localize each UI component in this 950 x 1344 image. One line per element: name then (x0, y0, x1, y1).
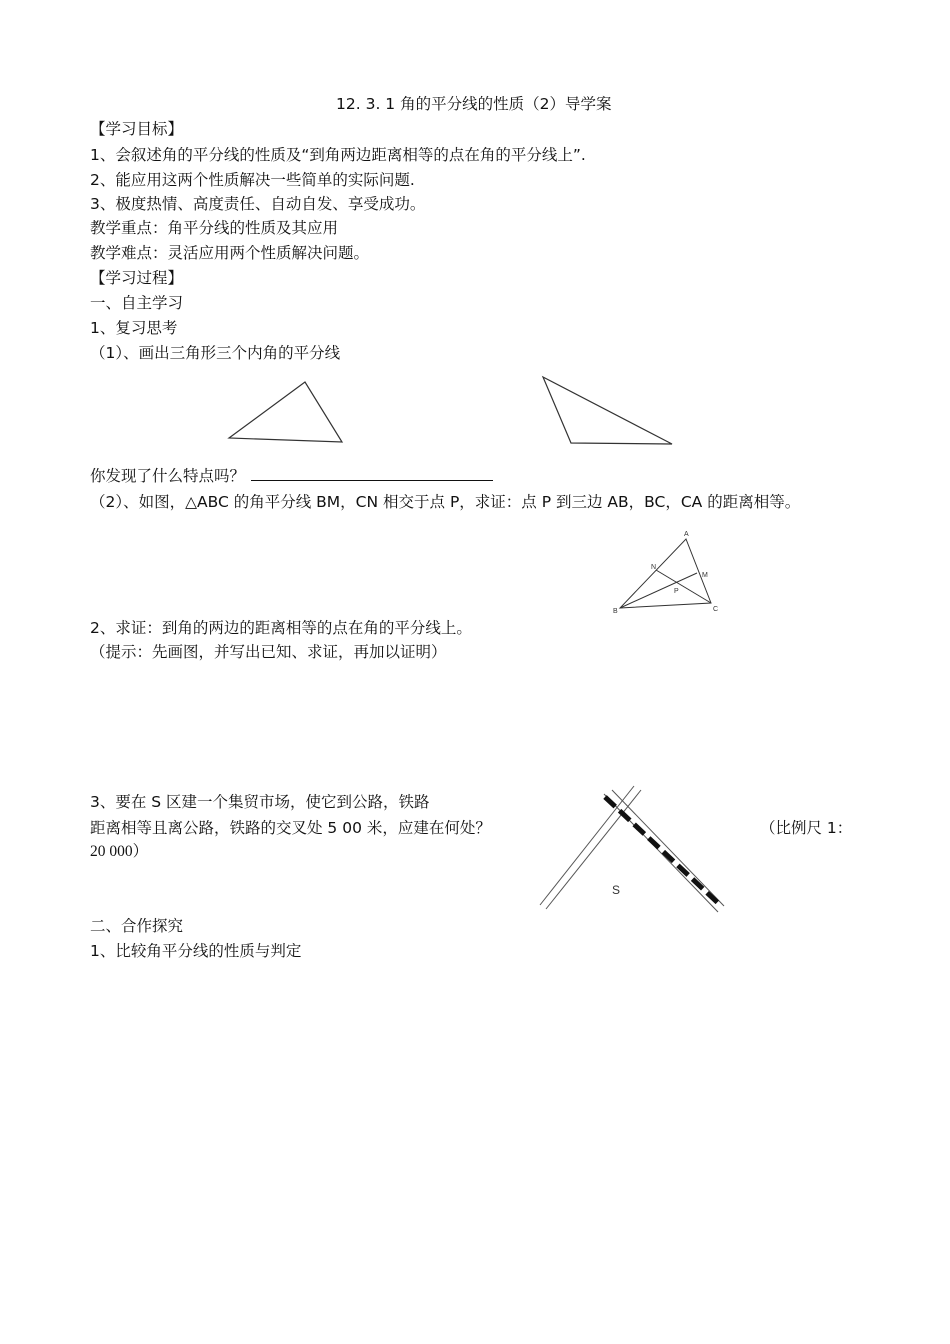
difficulty: 教学难点：灵活应用两个性质解决问题。 (90, 244, 370, 262)
problem-3-scale: （比例尺 1： (760, 819, 853, 837)
problem-3-line-2: 距离相等且离公路，铁路的交叉处 5 00 米，应建在何处？ (90, 819, 491, 837)
problem-3-line-3: 20 000） (90, 843, 149, 860)
task-2: （2）、如图，△ABC 的角平分线 BM，CN 相交于点 P，求证：点 P 到三边 AB，BC，CA 的距离相等。 (90, 493, 801, 511)
label-m: M (702, 572, 708, 579)
problem-3-line-1: 3、要在 S 区建一个集贸市场，使它到公路，铁路 (90, 793, 430, 811)
label-p: P (674, 588, 679, 595)
label-n: N (651, 564, 657, 571)
process-header: 【学习过程】 (90, 269, 184, 287)
review-heading: 1、复习思考 (90, 319, 178, 337)
railway-edge-2 (612, 790, 724, 906)
key-point: 教学重点：角平分线的性质及其应用 (90, 219, 339, 237)
page-title: 12. 3. 1 角的平分线的性质（2）导学案 (336, 95, 612, 113)
goal-2: 2、能应用这两个性质解决一些简单的实际问题. (90, 171, 415, 189)
goal-1: 1、会叙述角的平分线的性质及“到角两边距离相等的点在角的平分线上”. (90, 146, 586, 164)
part-1-heading: 一、自主学习 (90, 294, 184, 312)
label-s: S (612, 883, 621, 897)
prove-2: 2、求证：到角的两边的距离相等的点在角的平分线上。 (90, 619, 472, 637)
part-2-heading: 二、合作探究 (90, 917, 184, 935)
compare-heading: 1、比较角平分线的性质与判定 (90, 942, 302, 960)
railway-track (605, 797, 718, 903)
feature-question-text: 你发现了什么特点吗？ (90, 467, 246, 485)
goals-header: 【学习目标】 (90, 120, 184, 138)
hint: （提示：先画图，并写出已知、求证，再加以证明） (90, 643, 447, 661)
label-c: C (713, 606, 719, 613)
label-a: A (684, 531, 689, 538)
task-1: （1）、画出三角形三个内角的平分线 (90, 344, 341, 362)
goal-3: 3、极度热情、高度责任、自动自发、享受成功。 (90, 195, 426, 213)
label-b: B (613, 608, 618, 615)
road-edge-2 (546, 790, 641, 909)
